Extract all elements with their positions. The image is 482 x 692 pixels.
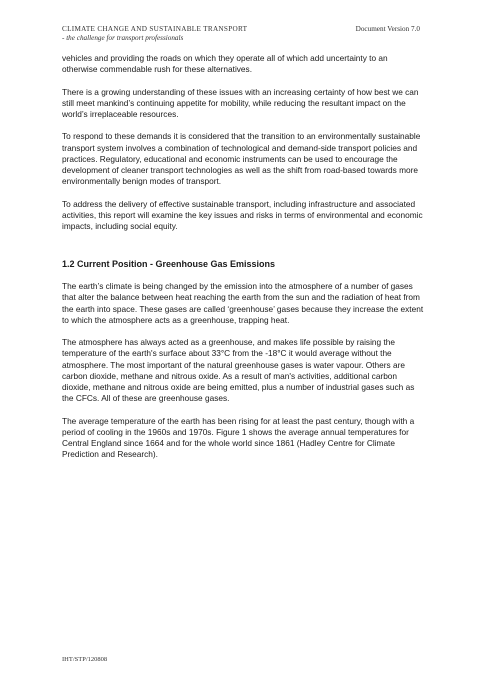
document-version: Document Version 7.0 <box>355 25 420 33</box>
paragraph: There is a growing understanding of these issues with an increasing certainty of how best we can still meet mankind’s continuing appetite for mobility, while reducing the resultant impact on the world’s irreplaceable resources. <box>62 86 419 119</box>
section-heading: 1.2 Current Position - Greenhouse Gas Emissions <box>62 259 276 270</box>
document-title: CLIMATE CHANGE AND SUSTAINABLE TRANSPORT <box>62 25 248 33</box>
document-body <box>62 53 424 472</box>
paragraph: vehicles and providing the roads on which they operate all of which add uncertainty to an otherwise commendable rush for these alternatives. <box>62 53 388 75</box>
document-subtitle: - the challenge for transport professionals <box>62 34 184 42</box>
paragraph: The average temperature of the earth has been rising for at least the past century, though with a period of cooling in the 1960s and 1970s. Figure 1 shows the average annual temperatures for Central England since 1664 and for the whole world since 1861 (Hadley Centre for Climate Prediction and Research). <box>62 415 415 460</box>
paragraph: The earth’s climate is being changed by the emission into the atmosphere of a number of gases that alter the balance between heat reaching the earth from the sun and the radiation of heat from the earth into space. These gases are called ‘greenhouse’ gases because they increase the extent to which the atmosphere acts as a greenhouse, trapping heat. <box>62 281 424 325</box>
document-header <box>62 25 247 43</box>
paragraph: To address the delivery of effective sustainable transport, including infrastructure and associated activities, this report will examine the key issues and risks in terms of environmental and economic impacts, including social equity. <box>62 198 423 231</box>
document-footer-code: IHT/STP/120808 <box>62 656 108 663</box>
paragraph: The atmosphere has always acted as a greenhouse, and makes life possible by raising the temperature of the earth's surface about 33°C from the -18°C it would average without the atmosphere. The most important of the natural greenhouse gases is water vapour. Others are carbon dioxide, methane and nitrous oxide. As a result of man's activities, additional carbon dioxide, methane and nitrous oxide are being emitted, plus a number of industrial gases such as the CFCs. All of these are greenhouse gases. <box>62 337 415 404</box>
paragraph: To respond to these demands it is considered that the transition to an environmentally sustainable transport system involves a combination of technological and demand-side transport policies and practices. Regulatory, educational and economic instruments can be used to encourage the development of cleaner transport technologies as well as the shift from road-based towards more environmentally benign modes of transport. <box>62 131 421 187</box>
